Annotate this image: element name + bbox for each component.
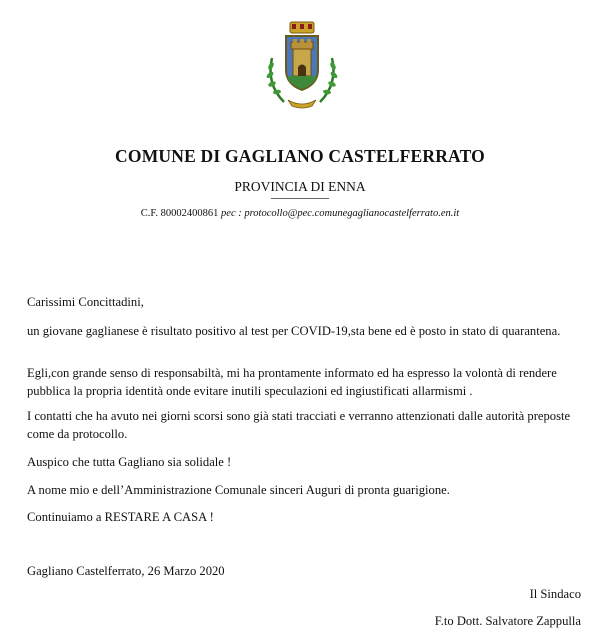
header-divider <box>271 198 329 199</box>
paragraph-contacts: I contatti che ha avuto nei giorni scorsi sono già stati tracciati e verranno attenzionati dalle autorità preposte come da protocollo. <box>27 409 571 441</box>
province-name: PROVINCIA DI ENNA <box>234 179 366 194</box>
municipality-title: COMUNE DI GAGLIANO CASTELFERRATO <box>115 146 485 166</box>
coat-of-arms-icon <box>262 18 342 110</box>
paragraph-identity: Egli,con grande senso di responsabiltà, mi ha prontamente informato ed ha espresso la volontà di rendere pubblica la propria identità onde evitare inutili speculazioni ed ingiustificati allarmismi . <box>27 366 557 398</box>
place-date: Gagliano Castelferrato, 26 Marzo 2020 <box>27 564 225 578</box>
paragraph-solidarity: Auspico che tutta Gagliano sia solidale ! <box>27 455 232 469</box>
signature-role: Il Sindaco <box>529 587 581 601</box>
paragraph-positive-case: un giovane gaglianese è risultato positivo al test per COVID-19,sta bene ed è posto in stato di quarantena. <box>27 324 561 338</box>
paragraph-stay-home: Continuiamo a RESTARE A CASA ! <box>27 510 214 524</box>
paragraph-wishes: A nome mio e dell’Amministrazione Comunale sinceri Auguri di pronta guarigione. <box>27 483 450 497</box>
tax-code: C.F. 80002400861 <box>140 208 219 219</box>
greeting: Carissimi Concittadini, <box>27 295 144 309</box>
signature-name: F.to Dott. Salvatore Zappulla <box>434 614 581 628</box>
pec-email: protocollo@pec.comunegaglianocastelferrato.en.it <box>244 208 460 219</box>
contact-line <box>0 208 600 219</box>
pec-label: pec : <box>221 208 242 219</box>
